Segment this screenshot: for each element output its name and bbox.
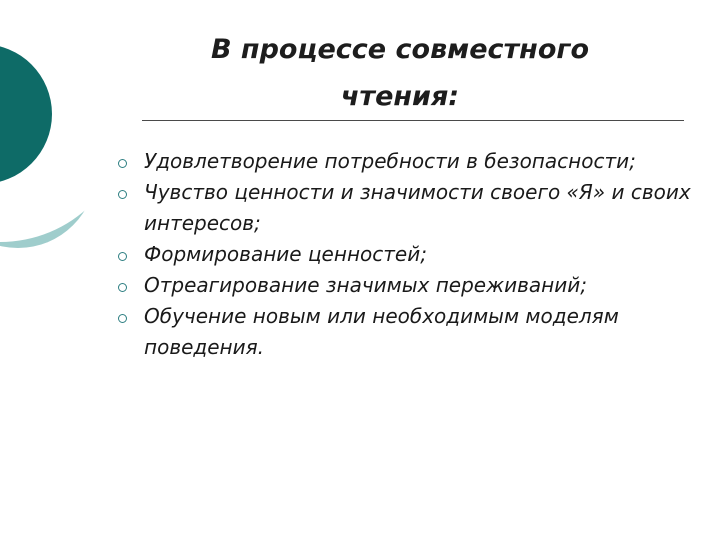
bullet-text: Отреагирование значимых переживаний; [144, 273, 587, 297]
bullet-item-values [118, 239, 698, 270]
bullet-icon [118, 190, 127, 199]
bullet-icon [118, 252, 127, 261]
bullet-text: Формирование ценностей; [144, 242, 427, 266]
bullet-icon [118, 314, 127, 323]
bullet-icon [118, 283, 127, 292]
title-divider [142, 120, 684, 121]
bullet-item-self-value [118, 177, 698, 239]
title-line-1: В процессе совместного [210, 34, 590, 65]
bullet-text: Чувство ценности и значимости своего «Я» и своих интересов; [144, 180, 691, 235]
bullet-item-behavior-models [118, 301, 698, 363]
bullet-item-experiences [118, 270, 698, 301]
bullet-text: Обучение новым или необходимым моделям поведения. [144, 304, 619, 359]
slide-title [140, 26, 660, 120]
bullet-icon [118, 159, 127, 168]
bullet-list [118, 146, 698, 363]
decorative-circles [0, 0, 110, 290]
bullet-item-safety-need [118, 146, 698, 177]
title-line-2: чтения: [340, 81, 460, 112]
bullet-text: Удовлетворение потребности в безопасности; [144, 149, 636, 173]
